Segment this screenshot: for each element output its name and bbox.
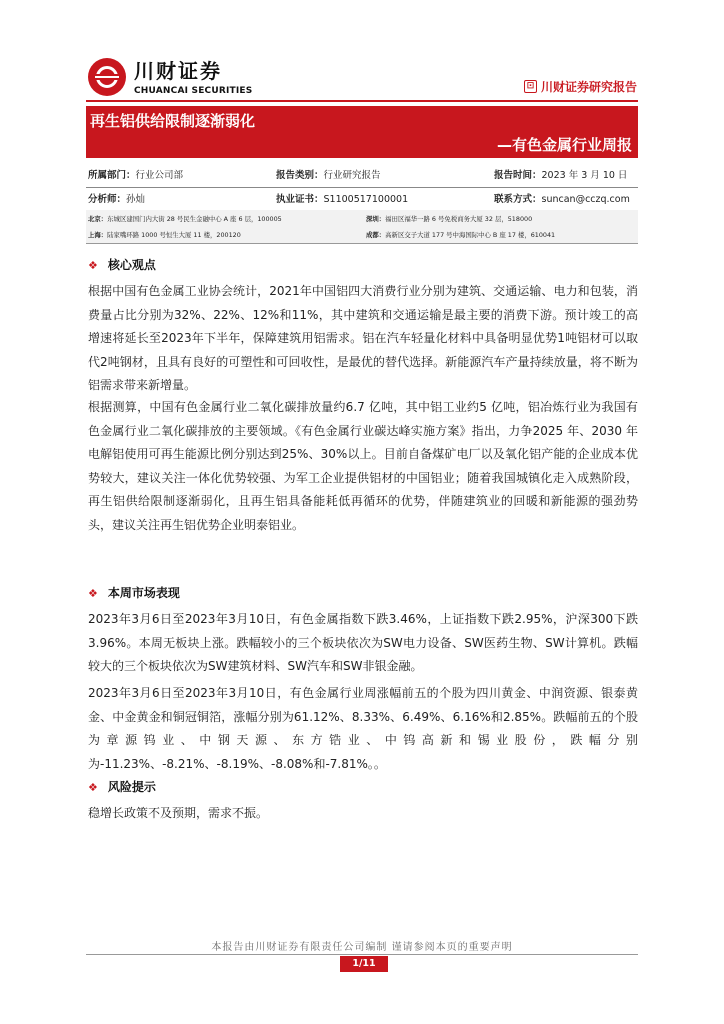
- address-shenzhen-label: 深圳：: [366, 215, 386, 223]
- info-row-dept: [86, 166, 638, 186]
- address-chengdu: [366, 230, 555, 239]
- type-label: 报告类别：: [276, 170, 324, 181]
- paragraph-core-view-1: 根据中国有色金属工业协会统计，2021年中国铝四大消费行业分别为建筑、交通运输、电力和包装，消费量占比分别为32%、22%、12%和11%，其中建筑和交通运输是最主要的消费下游。预计竣工的高增速将延长至2023年下半年，保障建筑用铝需求。铝在汽车轻量化材料中具备明显优势1吨铝材可以取代2吨钢材，且具有良好的可塑性和可回收性，是最优的替代选择。新能源汽车产量持续放量，将不断为铝需求带来新增量。: [88, 284, 638, 392]
- type-value: 行业研究报告: [323, 170, 381, 181]
- contact-email[interactable]: suncan@cczq.com: [541, 194, 630, 205]
- address-beijing-label: 北京：: [88, 215, 108, 223]
- cert-value: S1100517100001: [323, 194, 409, 205]
- section-heading-text: 本周市场表现: [107, 586, 180, 600]
- dept-field: [88, 166, 183, 186]
- address-chengdu-value: 高新区交子大道 177 号中海国际中心 B 座 17 楼，610041: [385, 231, 556, 239]
- date-field: [494, 166, 627, 186]
- address-beijing: [88, 214, 282, 223]
- footer-divider: [86, 954, 638, 955]
- section-heading-core-view: [88, 256, 156, 273]
- diamond-bullet-icon: ❖: [88, 259, 98, 272]
- report-badge: [524, 78, 637, 95]
- page-number: 1/11: [340, 956, 388, 972]
- analyst-label: 分析师：: [88, 194, 127, 205]
- type-field: [276, 166, 381, 186]
- cert-label: 执业证书：: [276, 194, 324, 205]
- contact-field: [494, 190, 630, 210]
- diamond-bullet-icon: ❖: [88, 781, 98, 794]
- contact-label: 联系方式：: [494, 194, 542, 205]
- address-shanghai-label: 上海：: [88, 231, 108, 239]
- paragraph-core-view-2: 根据测算，中国有色金属行业二氧化碳排放量约6.7 亿吨，其中铝工业约5 亿吨，铝冶炼行业为我国有色金属行业二氧化碳排放的主要领域。《有色金属行业碳达峰实施方案》指出，力争2025 年、2030 年电解铝使用可再生能源比例分别达到25%、30%以上。目前自备煤矿电厂以及氧化铝产能的企业成本优势较大，建议关注一体化优势较强、为军工企业提供铝材的中国铝业；随着我国城镇化走入成熟阶段，再生铝供给限制逐渐弱化，且再生铝具备能耗低再循环的优势，伴随建筑业的回暖和新能源的强劲势头，建议关注再生铝优势企业明泰铝业。: [88, 400, 638, 532]
- section-heading-text: 风险提示: [107, 780, 156, 794]
- address-beijing-value: 东城区建国门内大街 28 号民生金融中心 A 座 6 层，100005: [107, 215, 282, 223]
- address-chengdu-label: 成都：: [366, 231, 386, 239]
- analyst-value: 孙灿: [126, 194, 146, 205]
- section-heading-text: 核心观点: [107, 258, 156, 272]
- title-band: [86, 106, 638, 158]
- paragraph-risk: 稳增长政策不及预期，需求不振。: [88, 806, 269, 820]
- address-shenzhen: [366, 214, 532, 223]
- address-shanghai-value: 陆家嘴环路 1000 号恒生大厦 11 楼，200120: [107, 231, 241, 239]
- date-value: 2023 年 3 月 10 日: [541, 170, 628, 181]
- brand-name-en: CHUANCAI SECURITIES: [134, 86, 253, 96]
- cert-field: [276, 190, 408, 210]
- dept-value: 行业公司部: [135, 170, 184, 181]
- analyst-field: [88, 190, 145, 210]
- report-badge-icon: ⊡: [524, 80, 537, 93]
- section-heading-market: [88, 584, 180, 601]
- dept-label: 所属部门：: [88, 170, 136, 181]
- address-shanghai: [88, 230, 241, 239]
- paragraph-market-1: 2023年3月6日至2023年3月10日，有色金属指数下跌3.46%，上证指数下跌2.95%，沪深300下跌3.96%。本周无板块上涨。跌幅较小的三个板块依次为SW电力设备、SW医药生物、SW计算机。跌幅较大的三个板块依次为SW建筑材料、SW汽车和SW非银金融。: [88, 612, 638, 673]
- address-shenzhen-value: 福田区福华一路 6 号免税商务大厦 32 层，518000: [385, 215, 533, 223]
- info-row-analyst: [86, 190, 638, 210]
- footer-disclaimer: 本报告由川财证券有限责任公司编制 谨请参阅本页的重要声明: [211, 942, 513, 953]
- section-heading-risk: [88, 778, 156, 795]
- report-title: 再生铝供给限制逐渐弱化: [90, 112, 256, 130]
- paragraph-market-2: 2023年3月6日至2023年3月10日，有色金属行业周涨幅前五的个股为四川黄金、中润资源、银泰黄金、中金黄金和铜冠铜箔，涨幅分别为61.12%、8.33%、6.49%、6.16%和2.85%。跌幅前五的个股为章源钨业、中钢天源、东方锆业、中钨高新和锡业股份，跌幅分别为-11.23%、-8.21%、-8.19%、-8.08%和-7.81%。。: [88, 686, 638, 771]
- date-label: 报告时间：: [494, 170, 542, 181]
- report-badge-label: 川财证券研究报告: [540, 80, 637, 94]
- info-divider: [86, 187, 638, 188]
- logo-bar: [92, 74, 122, 80]
- brand-name-cn: 川财证券: [134, 59, 222, 83]
- header-divider: [86, 100, 638, 102]
- office-addresses: [86, 210, 638, 244]
- diamond-bullet-icon: ❖: [88, 587, 98, 600]
- report-subtitle: —有色金属行业周报: [496, 136, 632, 154]
- brand-logo: [88, 58, 126, 96]
